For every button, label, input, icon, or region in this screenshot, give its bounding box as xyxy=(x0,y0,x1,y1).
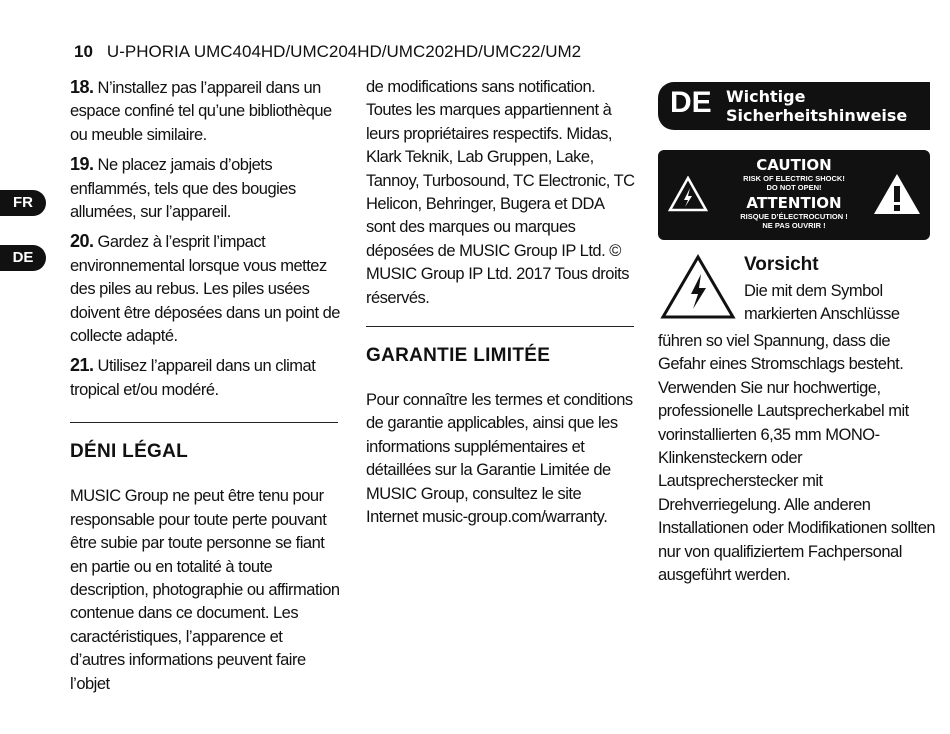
section-heading-deni-legal: DÉNI LÉGAL xyxy=(70,441,189,463)
section-title-line1: Wichtige xyxy=(726,87,806,106)
vorsicht-title: Vorsicht xyxy=(744,254,819,275)
divider xyxy=(70,422,338,423)
caution-title: CAUTION xyxy=(756,156,832,174)
attention-line: RISQUE D’ÉLECTROCUTION ! xyxy=(740,212,848,221)
lightning-warning-icon xyxy=(668,176,708,212)
legal-disclaimer-continued: de modifications sans notification. Toutes les marques appartiennent à leurs propriétaires respectifs. Midas, Klark Teknik, Lab Gruppen, Lake, Tannoy, Turbosound, TC Electronic, TC Helicon, Behringer, Bugera et DDA sont des marques ou marques déposées de MUSIC Group IP Ltd. © MUSIC Group IP Ltd. 2017 Tous droits réservés. xyxy=(366,78,635,307)
lightning-warning-icon xyxy=(660,254,736,320)
exclamation-warning-icon xyxy=(872,172,922,216)
german-section-header xyxy=(658,82,930,130)
list-item: 19. Ne placez jamais d’objets enflammés, tels que des bougies allumées, sur l’appareil. xyxy=(70,154,296,222)
list-item: 21. Utilisez l’appareil dans un climat tropical et/ou modéré. xyxy=(70,355,316,399)
attention-title: ATTENTION xyxy=(746,194,842,212)
warranty-text: Pour connaître les termes et conditions de garantie applicables, ainsi que les informations supplémentaires et détaillées sur la Garantie Limitée de MUSIC Group, consultez le site Internet music-group.com/warranty. xyxy=(366,391,633,527)
column-french-1 xyxy=(70,76,340,696)
safety-instruction-text: führen so viel Spannung, dass die Gefahr eines Stromschlags besteht. Verwenden Sie nur hochwertige, professionelle Lautsprecherkabel mit vorinstallierten 6,35 mm MONO-Klinkensteckern oder Lautsprecherstecker mit Drehverriegelung. Alle anderen Installationen oder Modifikationen sollten nur von qualifiziertem Fachpersonal ausgeführt werden. xyxy=(658,332,936,585)
caution-label xyxy=(658,150,930,240)
language-tab-de[interactable]: DE xyxy=(0,245,46,271)
legal-disclaimer-text: MUSIC Group ne peut être tenu pour responsable pour toute perte pouvant être subie par toute personne se fiant en partie ou en totalité à toute description, photographie ou affirmation contenue dans ce document. Les caractéristiques, l’apparence et d’autres informations peuvent faire l’objet xyxy=(70,487,340,693)
vorsicht-line: Die mit dem Symbol xyxy=(744,282,883,300)
list-item: 18. N’installez pas l’appareil dans un espace confiné tel qu’une bibliothèque ou meuble similaire. xyxy=(70,77,332,144)
language-code: DE xyxy=(670,86,712,119)
product-name: U-PHORIA UMC404HD/UMC204HD/UMC202HD/UMC22/UM2 xyxy=(106,42,582,61)
section-heading-garantie: GARANTIE LIMITÉE xyxy=(366,345,551,367)
page-number: 10 xyxy=(74,42,93,61)
list-item: 20. Gardez à l’esprit l’impact environnemental lorsque vous mettez des piles au rebus. Les piles usées doivent être déposées dans un point de collecte adapté. xyxy=(70,231,340,346)
column-german xyxy=(658,82,936,587)
page-header xyxy=(74,42,581,62)
section-title-line2: Sicherheitshinweise xyxy=(726,106,908,125)
caution-line: RISK OF ELECTRIC SHOCK! xyxy=(743,174,845,183)
language-tab-fr[interactable]: FR xyxy=(0,190,46,216)
caution-line: DO NOT OPEN! xyxy=(766,183,822,192)
vorsicht-line: markierten Anschlüsse xyxy=(744,305,900,323)
divider xyxy=(366,326,634,327)
vorsicht-block xyxy=(658,254,936,330)
attention-line: NE PAS OUVRIR ! xyxy=(762,221,826,230)
column-french-2 xyxy=(366,76,636,530)
